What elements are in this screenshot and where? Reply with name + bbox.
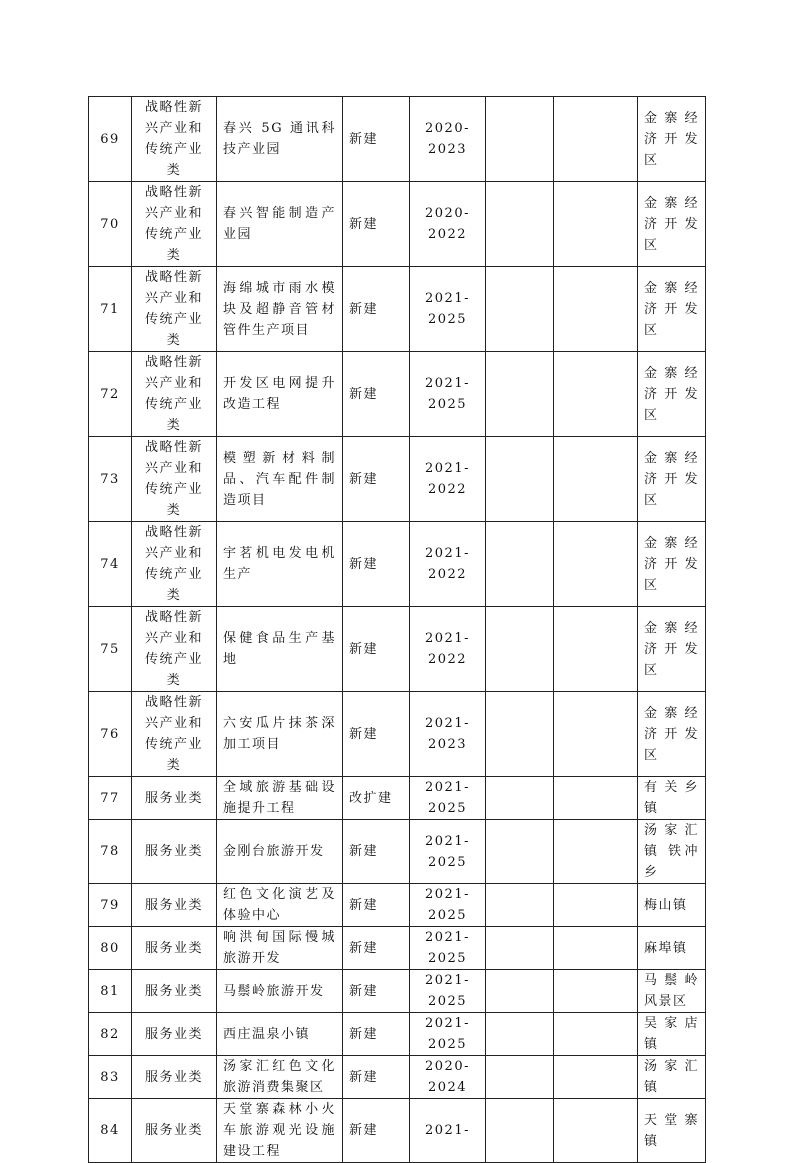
row-number: 73 <box>89 437 132 522</box>
blank-cell <box>554 927 638 970</box>
project-name-cell: 全域旅游基础设施提升工程 <box>217 777 343 820</box>
construction-type-cell: 新建 <box>343 607 410 692</box>
category-cell: 服务业类 <box>132 970 217 1013</box>
table-body <box>89 97 706 1163</box>
category-cell: 战略性新兴产业和传统产业类 <box>132 267 217 352</box>
location-cell: 麻埠镇 <box>638 927 706 970</box>
location-cell: 梅山镇 <box>638 884 706 927</box>
table-row <box>89 97 706 182</box>
blank-cell <box>486 1056 554 1099</box>
location-cell: 金寨经济开发区 <box>638 437 706 522</box>
location-cell: 有关乡镇 <box>638 777 706 820</box>
period-cell: 2020-2024 <box>410 1056 486 1099</box>
row-number: 78 <box>89 820 132 884</box>
period-cell: 2021-2025 <box>410 970 486 1013</box>
table-row <box>89 777 706 820</box>
category-cell: 服务业类 <box>132 1056 217 1099</box>
project-name-cell: 模塑新材料制品、汽车配件制造项目 <box>217 437 343 522</box>
row-number: 74 <box>89 522 132 607</box>
blank-cell <box>554 437 638 522</box>
table-row <box>89 522 706 607</box>
project-name-cell: 海绵城市雨水模块及超静音管材管件生产项目 <box>217 267 343 352</box>
project-table <box>88 96 706 1163</box>
row-number: 70 <box>89 182 132 267</box>
blank-cell <box>486 352 554 437</box>
blank-cell <box>486 267 554 352</box>
location-cell: 金寨经济开发区 <box>638 607 706 692</box>
blank-cell <box>486 437 554 522</box>
row-number: 79 <box>89 884 132 927</box>
blank-cell <box>554 1056 638 1099</box>
table-row <box>89 1013 706 1056</box>
location-cell: 汤家汇镇 铁冲乡 <box>638 820 706 884</box>
row-number: 71 <box>89 267 132 352</box>
blank-cell <box>554 820 638 884</box>
period-cell: 2021-2023 <box>410 692 486 777</box>
location-cell: 吴家店镇 <box>638 1013 706 1056</box>
table-row <box>89 437 706 522</box>
period-cell: 2021-2025 <box>410 352 486 437</box>
construction-type-cell: 新建 <box>343 884 410 927</box>
blank-cell <box>486 777 554 820</box>
blank-cell <box>554 692 638 777</box>
row-number: 81 <box>89 970 132 1013</box>
blank-cell <box>486 182 554 267</box>
construction-type-cell: 改扩建 <box>343 777 410 820</box>
blank-cell <box>486 97 554 182</box>
category-cell: 战略性新兴产业和传统产业类 <box>132 437 217 522</box>
construction-type-cell: 新建 <box>343 1099 410 1163</box>
project-name-cell: 汤家汇红色文化旅游消费集聚区 <box>217 1056 343 1099</box>
category-cell: 服务业类 <box>132 1099 217 1163</box>
blank-cell <box>486 692 554 777</box>
category-cell: 服务业类 <box>132 820 217 884</box>
construction-type-cell: 新建 <box>343 692 410 777</box>
row-number: 82 <box>89 1013 132 1056</box>
blank-cell <box>486 927 554 970</box>
blank-cell <box>554 1013 638 1056</box>
project-name-cell: 宇茗机电发电机生产 <box>217 522 343 607</box>
project-name-cell: 春兴智能制造产业园 <box>217 182 343 267</box>
period-cell: 2021- <box>410 1099 486 1163</box>
period-cell: 2021-2022 <box>410 437 486 522</box>
period-cell: 2021-2025 <box>410 884 486 927</box>
blank-cell <box>554 267 638 352</box>
construction-type-cell: 新建 <box>343 267 410 352</box>
period-cell: 2021-2025 <box>410 777 486 820</box>
table-row <box>89 692 706 777</box>
table-row <box>89 1099 706 1163</box>
category-cell: 战略性新兴产业和传统产业类 <box>132 607 217 692</box>
category-cell: 服务业类 <box>132 927 217 970</box>
construction-type-cell: 新建 <box>343 1056 410 1099</box>
blank-cell <box>486 522 554 607</box>
row-number: 69 <box>89 97 132 182</box>
period-cell: 2020-2022 <box>410 182 486 267</box>
construction-type-cell: 新建 <box>343 820 410 884</box>
blank-cell <box>486 884 554 927</box>
construction-type-cell: 新建 <box>343 97 410 182</box>
row-number: 76 <box>89 692 132 777</box>
period-cell: 2021-2025 <box>410 820 486 884</box>
project-name-cell: 天堂寨森林小火车旅游观光设施建设工程 <box>217 1099 343 1163</box>
construction-type-cell: 新建 <box>343 352 410 437</box>
row-number: 84 <box>89 1099 132 1163</box>
project-name-cell: 金刚台旅游开发 <box>217 820 343 884</box>
row-number: 72 <box>89 352 132 437</box>
location-cell: 金寨经济开发区 <box>638 182 706 267</box>
project-name-cell: 春兴 5G 通讯科技产业园 <box>217 97 343 182</box>
project-name-cell: 红色文化演艺及体验中心 <box>217 884 343 927</box>
row-number: 75 <box>89 607 132 692</box>
period-cell: 2021-2025 <box>410 927 486 970</box>
project-name-cell: 马鬃岭旅游开发 <box>217 970 343 1013</box>
category-cell: 战略性新兴产业和传统产业类 <box>132 352 217 437</box>
project-name-cell: 响洪甸国际慢城旅游开发 <box>217 927 343 970</box>
period-cell: 2021-2022 <box>410 522 486 607</box>
table-row <box>89 820 706 884</box>
row-number: 80 <box>89 927 132 970</box>
project-name-cell: 保健食品生产基地 <box>217 607 343 692</box>
location-cell: 金寨经济开发区 <box>638 522 706 607</box>
blank-cell <box>554 1099 638 1163</box>
blank-cell <box>486 1013 554 1056</box>
blank-cell <box>554 97 638 182</box>
category-cell: 战略性新兴产业和传统产业类 <box>132 182 217 267</box>
category-cell: 战略性新兴产业和传统产业类 <box>132 692 217 777</box>
table-row <box>89 267 706 352</box>
blank-cell <box>554 522 638 607</box>
project-name-cell: 开发区电网提升改造工程 <box>217 352 343 437</box>
table-row <box>89 182 706 267</box>
category-cell: 服务业类 <box>132 1013 217 1056</box>
location-cell: 天堂寨镇 <box>638 1099 706 1163</box>
construction-type-cell: 新建 <box>343 182 410 267</box>
blank-cell <box>554 970 638 1013</box>
period-cell: 2021-2025 <box>410 1013 486 1056</box>
construction-type-cell: 新建 <box>343 970 410 1013</box>
project-name-cell: 六安瓜片抹茶深加工项目 <box>217 692 343 777</box>
table-row <box>89 884 706 927</box>
blank-cell <box>486 1099 554 1163</box>
location-cell: 金寨经济开发区 <box>638 692 706 777</box>
blank-cell <box>486 607 554 692</box>
table-row <box>89 927 706 970</box>
construction-type-cell: 新建 <box>343 437 410 522</box>
period-cell: 2021-2025 <box>410 267 486 352</box>
location-cell: 马鬃岭风景区 <box>638 970 706 1013</box>
category-cell: 服务业类 <box>132 884 217 927</box>
construction-type-cell: 新建 <box>343 522 410 607</box>
construction-type-cell: 新建 <box>343 1013 410 1056</box>
row-number: 77 <box>89 777 132 820</box>
category-cell: 战略性新兴产业和传统产业类 <box>132 97 217 182</box>
location-cell: 汤家汇镇 <box>638 1056 706 1099</box>
blank-cell <box>554 182 638 267</box>
project-name-cell: 西庄温泉小镇 <box>217 1013 343 1056</box>
table-row <box>89 352 706 437</box>
table-row <box>89 970 706 1013</box>
blank-cell <box>554 777 638 820</box>
blank-cell <box>554 352 638 437</box>
table-row <box>89 1056 706 1099</box>
category-cell: 服务业类 <box>132 777 217 820</box>
blank-cell <box>554 884 638 927</box>
blank-cell <box>486 970 554 1013</box>
row-number: 83 <box>89 1056 132 1099</box>
construction-type-cell: 新建 <box>343 927 410 970</box>
location-cell: 金寨经济开发区 <box>638 267 706 352</box>
period-cell: 2021-2022 <box>410 607 486 692</box>
blank-cell <box>486 820 554 884</box>
category-cell: 战略性新兴产业和传统产业类 <box>132 522 217 607</box>
period-cell: 2020-2023 <box>410 97 486 182</box>
blank-cell <box>554 607 638 692</box>
location-cell: 金寨经济开发区 <box>638 97 706 182</box>
location-cell: 金寨经济开发区 <box>638 352 706 437</box>
table-row <box>89 607 706 692</box>
